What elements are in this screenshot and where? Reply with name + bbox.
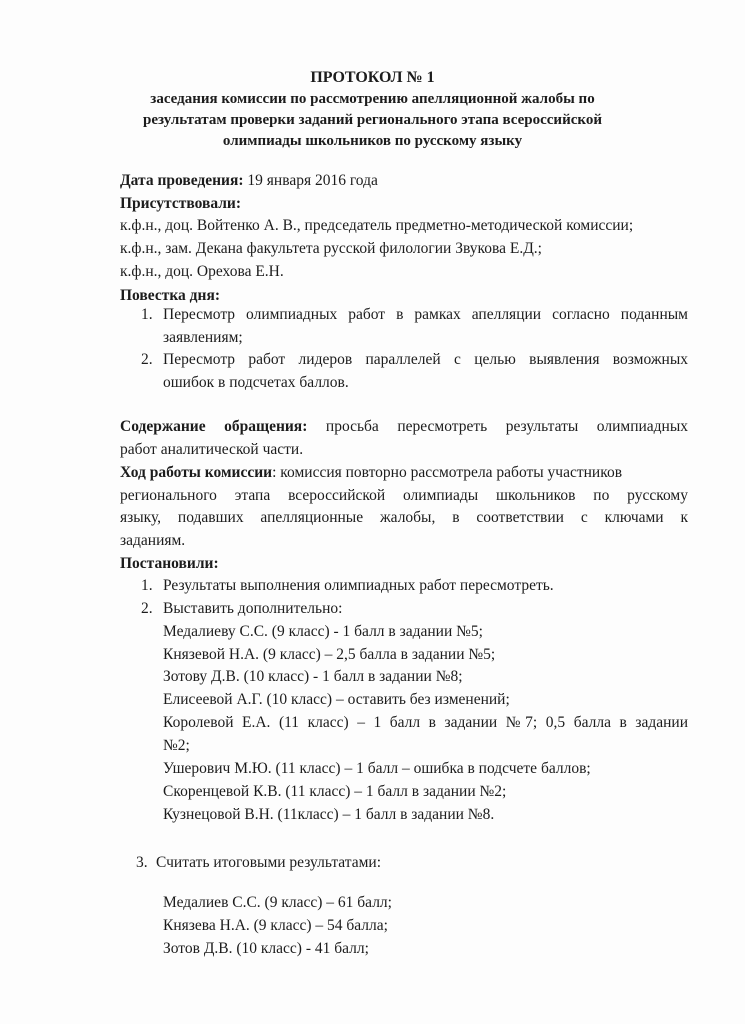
resolved-item-text: Результаты выполнения олимпиадных работ пересмотреть. <box>163 577 554 594</box>
present-member: к.ф.н., доц. Орехова Е.Н. <box>120 263 284 280</box>
date-label: Дата проведения: <box>120 172 244 189</box>
list-item: Зотову Д.В. (10 класс) - 1 балл в задании №8; <box>163 668 463 685</box>
list-item: Кузнецовой В.Н. (11класс) – 1 балл в задании №8. <box>163 806 495 823</box>
resolved-item-text: Считать итоговыми результатами: <box>156 854 382 871</box>
list-item: Елисеевой А.Г. (10 класс) – оставить без изменений; <box>163 691 510 708</box>
appeal-line-2: работ аналитической части. <box>120 441 304 458</box>
resolved-item-number: 3. <box>136 854 148 871</box>
resolved-label: Постановили: <box>120 555 219 572</box>
subtitle-line-1: заседания комиссии по рассмотрению апелляционной жалобы по <box>150 91 595 107</box>
subtitle-line-3: олимпиады школьников по русскому языку <box>222 133 523 149</box>
work-line-1 <box>120 463 622 483</box>
date-value: 19 января 2016 года <box>247 172 378 189</box>
present-label: Присутствовали: <box>120 195 242 212</box>
resolved-item-text: Выставить дополнительно: <box>163 600 343 617</box>
list-item: Ушерович М.Ю. (11 класс) – 1 балл – ошибка в подсчете баллов; <box>163 760 591 777</box>
meeting-date <box>120 171 378 191</box>
work-line-2: регионального этапа всероссийской олимпиады школьников по русскому <box>120 487 688 504</box>
page-title: ПРОТОКОЛ № 1 <box>310 69 435 86</box>
work-label: Ход работы комиссии <box>120 464 273 481</box>
agenda-item-text: Пересмотр олимпиадных работ в рамках апелляции согласно поданным <box>163 306 688 323</box>
appeal-text: просьба пересмотреть результаты олимпиадных <box>325 418 689 435</box>
work-line-3: языку, подавших апелляционные жалобы, в соответствии с ключами к <box>120 509 688 526</box>
list-item: Медалиеву С.С. (9 класс) - 1 балл в задании №5; <box>163 623 483 640</box>
present-member: к.ф.н., доц. Войтенко А. В., председатель предметно-методической комиссии; <box>120 217 634 234</box>
agenda-item-number: 2. <box>141 351 153 368</box>
resolved-item-number: 1. <box>141 577 153 594</box>
work-text: : комиссия повторно рассмотрела работы участников <box>272 464 623 481</box>
list-item: Королевой Е.А. (11 класс) – 1 балл в задании №7; 0,5 балла в задании <box>163 714 688 731</box>
appeal-label: Содержание обращения: <box>120 418 308 435</box>
agenda-item-text: Пересмотр работ лидеров параллелей с целью выявления возможных <box>163 351 688 368</box>
subtitle-line-2: результатам проверки заданий регионального этапа всероссийской <box>143 112 602 128</box>
list-item: №2; <box>163 737 190 754</box>
list-item: Зотов Д.В. (10 класс) - 41 балл; <box>163 940 369 957</box>
agenda-item-number: 1. <box>141 306 153 323</box>
list-item: Князевой Н.А. (9 класс) – 2,5 балла в задании №5; <box>163 646 496 663</box>
list-item: Медалиев С.С. (9 класс) – 61 балл; <box>163 894 392 911</box>
present-member: к.ф.н., зам. Декана факультета русской филологии Звукова Е.Д.; <box>120 240 542 257</box>
work-line-4: заданиям. <box>120 532 186 549</box>
appeal-line-1 <box>120 417 688 437</box>
agenda-item-text: заявлениям; <box>163 329 243 346</box>
list-item: Князева Н.А. (9 класс) – 54 балла; <box>163 917 388 934</box>
list-item: Скоренцевой К.В. (11 класс) – 1 балл в задании №2; <box>163 783 507 800</box>
agenda-item-text: ошибок в подсчетах баллов. <box>163 374 349 391</box>
resolved-item-number: 2. <box>141 600 153 617</box>
agenda-label: Повестка дня: <box>120 287 220 304</box>
